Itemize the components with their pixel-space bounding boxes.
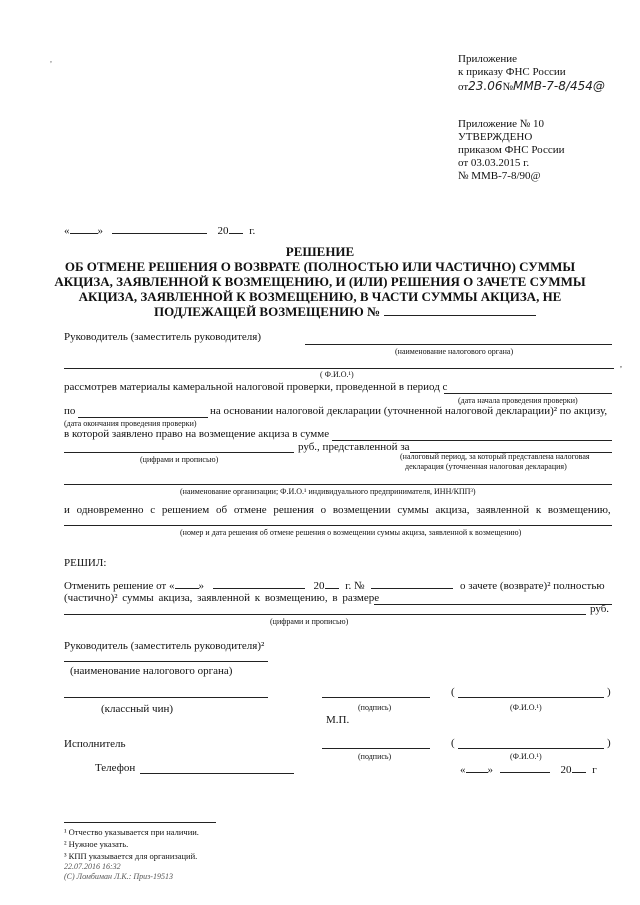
date-month-field[interactable] bbox=[112, 223, 207, 234]
phone-label: Телефон bbox=[95, 762, 136, 774]
sig-tax-org: (наименование налогового органа) bbox=[70, 665, 233, 677]
date-quote-close: » bbox=[97, 225, 103, 237]
date-year-field[interactable] bbox=[229, 223, 243, 234]
digits-caption: (цифрами и прописью) bbox=[140, 455, 219, 464]
decision-caption: (номер и дата решения об отмене решения о возмещении суммы акциза, заявленной к возмещению) bbox=[180, 528, 522, 537]
cancel-number-label: г. № bbox=[345, 580, 365, 592]
approval-approved: УТВЕРЖДЕНО bbox=[458, 131, 533, 143]
signature-field[interactable] bbox=[322, 697, 430, 698]
cancel-year: 20 bbox=[313, 580, 325, 592]
cancel-quote-close: » bbox=[198, 580, 204, 592]
cancel-line bbox=[64, 578, 605, 592]
title-line-2: ОБ ОТМЕНЕ РЕШЕНИЯ О ВОЗВРАТЕ (ПОЛНОСТЬЮ ИЛИ ЧАСТИЧНО) СУММЫ bbox=[64, 259, 576, 274]
bottom-year: 20 bbox=[560, 764, 572, 776]
annex-date-handwritten: 23.06 bbox=[468, 79, 503, 93]
date-year: 20 bbox=[217, 225, 229, 237]
title-line-4: АКЦИЗА, ЗАЯВЛЕННОЙ К ВОЗМЕЩЕНИЮ, В ЧАСТИ СУММЫ АКЦИЗА, НЕ bbox=[78, 289, 562, 304]
org-caption: (наименование организации; Ф.И.О.¹ индивидуального предпринимателя, ИНН/КПП³) bbox=[180, 487, 476, 496]
title-line-3: АКЦИЗА, ЗАЯВЛЕННОЙ К ВОЗМЕЩЕНИЮ, И (ИЛИ) РЕШЕНИЯ О ЗАЧЕТЕ СУММЫ bbox=[54, 274, 586, 289]
class-rank-caption: (классный чин) bbox=[101, 703, 174, 715]
tax-org-caption: (наименование налогового органа) bbox=[395, 347, 514, 356]
head-label: Руководитель (заместитель руководителя) bbox=[64, 331, 261, 343]
annex-from: от bbox=[458, 81, 469, 93]
print-stamp-2: (С) Ломбиман Л.К.: Приз-19513 bbox=[64, 872, 173, 881]
org-field[interactable] bbox=[64, 484, 612, 485]
bottom-month-field[interactable] bbox=[500, 762, 550, 773]
declaration-text: на основании налоговой декларации (уточненной налоговой декларации)² по акцизу, bbox=[210, 405, 608, 417]
right-claimed-text: в которой заявлено право на возмещение акциза в сумме bbox=[64, 428, 330, 440]
po-label: по bbox=[64, 405, 76, 417]
fio-paren-close: ) bbox=[607, 686, 611, 698]
stamp-label: М.П. bbox=[326, 714, 350, 726]
cancel-year-field[interactable] bbox=[325, 578, 339, 589]
amount-field-2[interactable] bbox=[64, 452, 294, 453]
annex-number-handwritten: ММВ-7-8/454@ bbox=[513, 79, 605, 93]
footnote-1: ¹ Отчество указывается при наличии. bbox=[64, 827, 199, 837]
cancel-day-field[interactable] bbox=[175, 578, 199, 589]
start-caption: (дата начала проведения проверки) bbox=[458, 396, 578, 405]
title-number-label: ПОДЛЕЖАЩЕЙ ВОЗМЕЩЕНИЮ № bbox=[154, 304, 381, 319]
fio-caption: ( Ф.И.О.¹) bbox=[320, 370, 354, 379]
period-caption-1: (налоговый период, за который представлена налоговая bbox=[400, 452, 590, 461]
decided-label: РЕШИЛ: bbox=[64, 557, 107, 569]
bottom-quote-close: » bbox=[487, 764, 493, 776]
footnote-2: ² Нужное указать. bbox=[64, 839, 129, 849]
approval-annex-no: Приложение № 10 bbox=[458, 118, 545, 130]
partial-amount-field[interactable] bbox=[374, 604, 612, 605]
sig-fio-caption: (Ф.И.О.¹) bbox=[510, 703, 542, 712]
annex-line-1: Приложение bbox=[458, 53, 518, 65]
tax-org-field[interactable] bbox=[305, 344, 612, 345]
class-rank-field[interactable] bbox=[64, 697, 268, 698]
sig-tax-org-field[interactable] bbox=[64, 661, 268, 662]
executor-signature-caption: (подпись) bbox=[358, 752, 392, 761]
approval-order: приказом ФНС России bbox=[458, 144, 565, 156]
date-line bbox=[64, 223, 255, 237]
bottom-year-suffix: г bbox=[592, 764, 597, 776]
annex-line-2: к приказу ФНС России bbox=[458, 66, 566, 78]
start-date-field[interactable] bbox=[444, 393, 612, 394]
fio-field[interactable] bbox=[64, 368, 614, 369]
digits-caption-2: (цифрами и прописью) bbox=[270, 617, 349, 626]
date-quote-open: « bbox=[64, 225, 70, 237]
reviewed-text: рассмотрев материалы камеральной налоговой проверки, проведенной в период с bbox=[64, 381, 448, 393]
bottom-day-field[interactable] bbox=[466, 762, 488, 773]
title-line-5 bbox=[154, 304, 536, 320]
footnote-3: ³ КПП указывается для организаций. bbox=[64, 851, 198, 861]
decision-ref-field[interactable] bbox=[64, 525, 612, 526]
decision-number-field[interactable] bbox=[384, 305, 536, 316]
approval-number: № ММВ-7-8/90@ bbox=[458, 170, 541, 182]
rub-submitted-text: руб., представленной за bbox=[298, 441, 410, 453]
executor-signature-field[interactable] bbox=[322, 748, 430, 749]
bottom-quote-open: « bbox=[460, 764, 466, 776]
fio-paren-open: ( bbox=[451, 686, 455, 698]
fio2-paren-open: ( bbox=[451, 737, 455, 749]
comma: , bbox=[620, 360, 622, 369]
date-year-suffix: г. bbox=[249, 225, 256, 237]
print-stamp-1: 22.07.2016 16:32 bbox=[64, 862, 121, 871]
executor-label: Исполнитель bbox=[64, 738, 126, 750]
simultaneously-text: и одновременно с решением об отмене решения о возмещении суммы акциза, заявленной к возмещению, bbox=[64, 504, 611, 516]
signature-caption: (подпись) bbox=[358, 703, 392, 712]
approval-date: от 03.03.2015 г. bbox=[458, 157, 530, 169]
cancel-text-3: о зачете (возврате)² полностью bbox=[460, 580, 605, 592]
stray-mark: , bbox=[50, 55, 52, 64]
footnote-rule bbox=[64, 822, 216, 823]
bottom-date-line bbox=[460, 762, 597, 776]
bottom-year-field[interactable] bbox=[572, 762, 586, 773]
rub-label: руб. bbox=[590, 603, 610, 615]
sig-fio-field[interactable] bbox=[458, 697, 604, 698]
phone-field[interactable] bbox=[140, 773, 294, 774]
fio2-paren-close: ) bbox=[607, 737, 611, 749]
cancel-number-field[interactable] bbox=[371, 578, 453, 589]
partial-amount-field-2[interactable] bbox=[64, 614, 586, 615]
executor-fio-caption: (Ф.И.О.¹) bbox=[510, 752, 542, 761]
executor-fio-field[interactable] bbox=[458, 748, 604, 749]
partial-text: (частично)² суммы акциза, заявленной к возмещению, в размере bbox=[64, 592, 380, 604]
cancel-month-field[interactable] bbox=[213, 578, 305, 589]
end-date-field[interactable] bbox=[78, 417, 208, 418]
annex-line-3 bbox=[458, 79, 605, 93]
end-caption: (дата окончания проведения проверки) bbox=[64, 419, 197, 428]
period-caption-2: декларация (уточненная налоговая декларация) bbox=[405, 462, 567, 471]
sig-head-label: Руководитель (заместитель руководителя)² bbox=[64, 640, 265, 652]
annex-number-prefix: № bbox=[502, 81, 514, 93]
cancel-text-1: Отменить решение от « bbox=[64, 580, 175, 592]
date-day-field[interactable] bbox=[70, 223, 98, 234]
title-line-1: РЕШЕНИЕ bbox=[285, 244, 355, 259]
